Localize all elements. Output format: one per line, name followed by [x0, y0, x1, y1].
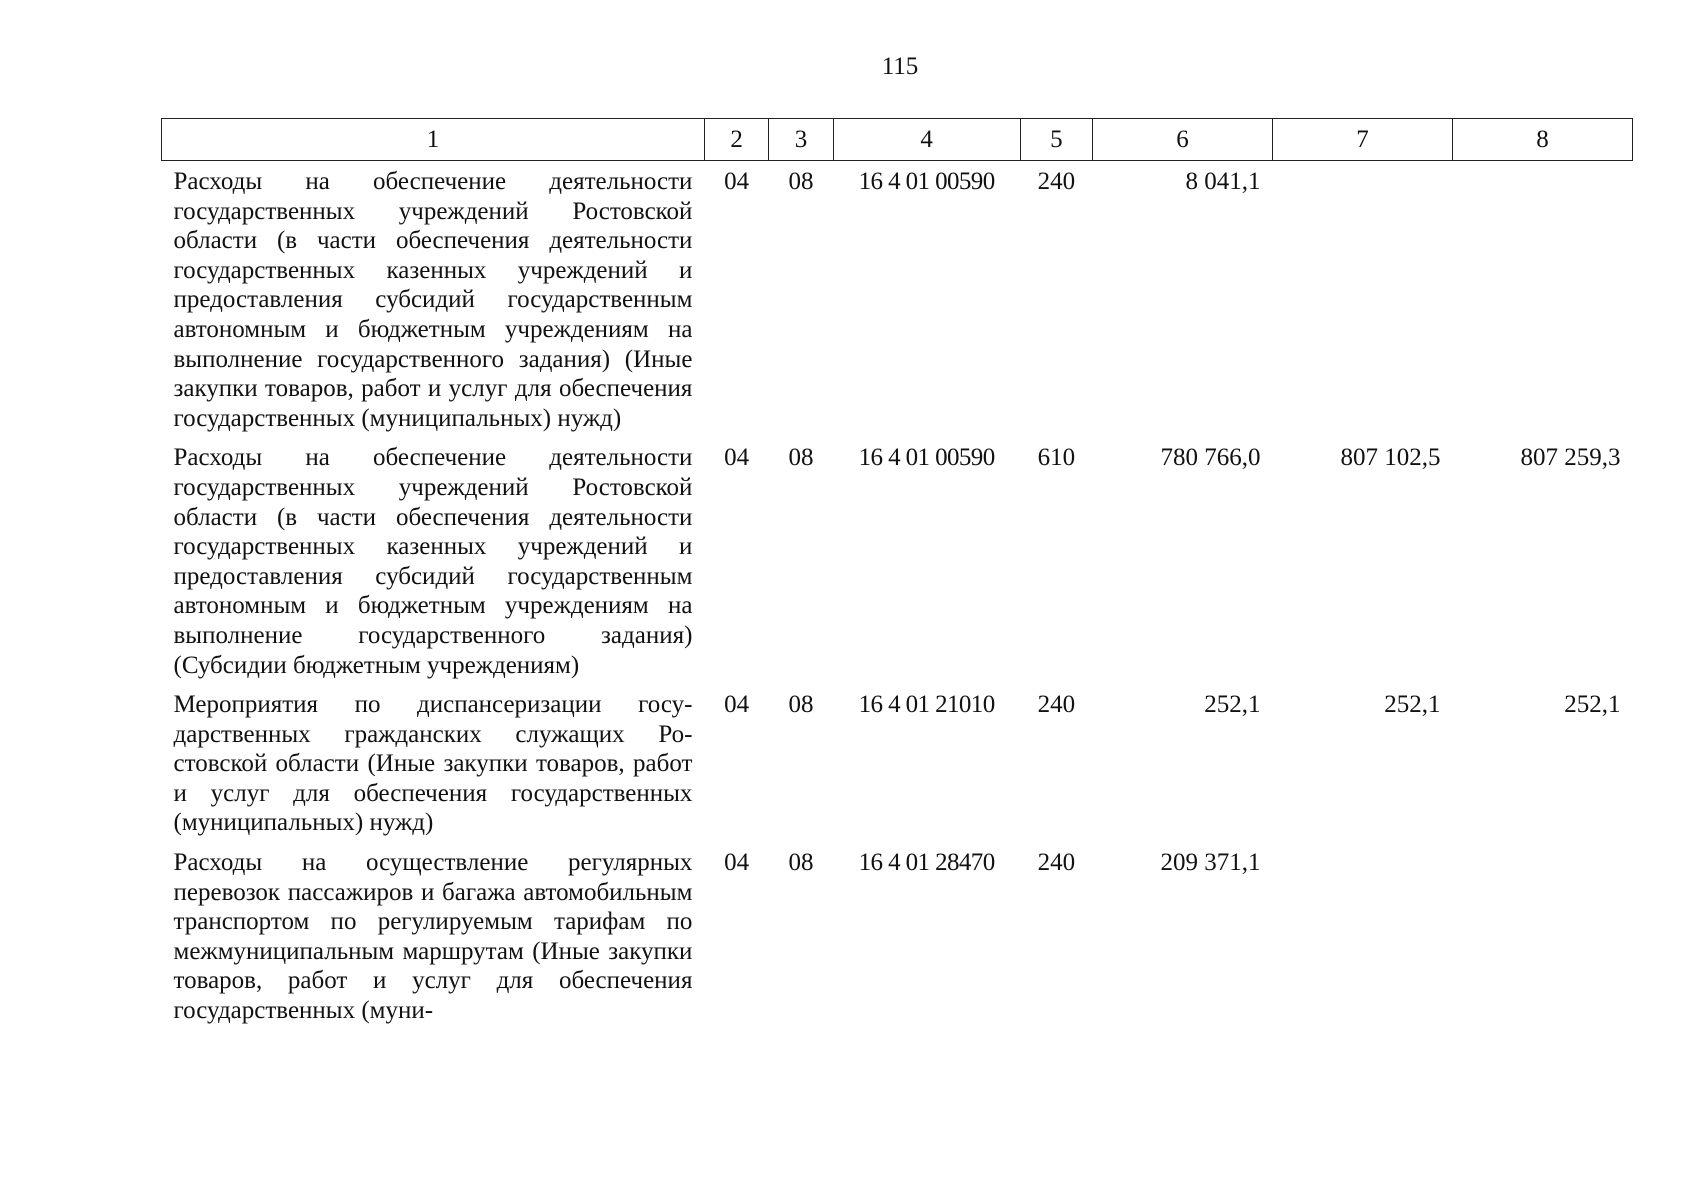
table-row — [162, 161, 1633, 434]
column-header-3: 3 — [769, 119, 833, 161]
column-header-2: 2 — [704, 119, 768, 161]
page-number: 115 — [881, 53, 919, 80]
cell-subsection: 08 — [788, 849, 814, 877]
column-header-6: 6 — [1093, 119, 1273, 161]
table-header-row — [162, 119, 1633, 161]
cell-amount-col7 — [1273, 838, 1453, 1026]
column-header-7: 7 — [1273, 119, 1453, 161]
cell-expense-type: 240 — [1037, 849, 1076, 877]
column-header-4: 4 — [833, 119, 1020, 161]
table-row — [162, 433, 1633, 680]
row-description: Расходы на обеспечение деятельности государственных учреждений Ростовской области (в части обеспечения деятельности государственных казенных учреждений и предоставления субсидий государственным автономным и бюджетным учреждениям на выполнение государственного задания) (Иные закупки товаров, работ и услуг для обеспечения государственных (муниципальных) нужд) — [173, 168, 693, 432]
cell-target-article: 16 4 01 28470 — [858, 849, 995, 877]
cell-amount-col8 — [1452, 161, 1632, 434]
cell-expense-type: 240 — [1037, 168, 1076, 195]
cell-target-article: 16 4 01 00590 — [858, 444, 995, 472]
cell-amount-col6: 8 041,1 — [1185, 168, 1261, 195]
cell-amount-col8: 807 259,3 — [1520, 444, 1621, 472]
cell-expense-type: 240 — [1037, 691, 1076, 719]
cell-amount-col8: 252,1 — [1564, 691, 1621, 719]
cell-amount-col7: 252,1 — [1384, 691, 1441, 719]
column-header-1: 1 — [162, 119, 705, 161]
cell-target-article: 16 4 01 21010 — [858, 691, 995, 719]
cell-section: 04 — [724, 849, 750, 877]
cell-section: 04 — [724, 444, 750, 472]
cell-amount-col8 — [1452, 838, 1632, 1026]
row-description: Мероприятия по диспансеризации государственных гражданских служащих Ростовской области (Иные закупки товаров, работ и услуг для обеспечения государственных (муниципальных) нужд) — [173, 691, 693, 837]
cell-amount-col6: 209 371,1 — [1160, 849, 1261, 877]
cell-subsection: 08 — [788, 168, 814, 195]
cell-section: 04 — [724, 691, 750, 719]
cell-section: 04 — [724, 168, 750, 195]
cell-amount-col7 — [1273, 161, 1453, 434]
cell-amount-col7: 807 102,5 — [1340, 444, 1441, 472]
cell-subsection: 08 — [788, 691, 814, 719]
cell-subsection: 08 — [788, 444, 814, 472]
cell-amount-col6: 780 766,0 — [1160, 444, 1261, 472]
table-row — [162, 680, 1633, 838]
column-header-8: 8 — [1452, 119, 1632, 161]
table-row — [162, 838, 1633, 1026]
row-description: Расходы на обеспечение деятельности государственных учреждений Ростовской области (в части обеспечения деятельности государственных казенных учреждений и предоставления субсидий государственным автономным и бюджетным учреждениям на выполнение государственного задания) (Субсидии бюджетным учреждениям) — [173, 444, 693, 679]
cell-expense-type: 610 — [1037, 444, 1076, 472]
row-description: Расходы на осуществление регулярных перевозок пассажиров и багажа автомобильным транспортом по регулируемым тарифам по межмуниципальным маршрутам (Иные закупки товаров, работ и услуг для обеспечения государственных (муни- — [173, 849, 693, 1025]
cell-target-article: 16 4 01 00590 — [858, 168, 995, 195]
budget-table — [161, 118, 1633, 1026]
cell-amount-col6: 252,1 — [1204, 691, 1261, 719]
column-header-5: 5 — [1020, 119, 1092, 161]
